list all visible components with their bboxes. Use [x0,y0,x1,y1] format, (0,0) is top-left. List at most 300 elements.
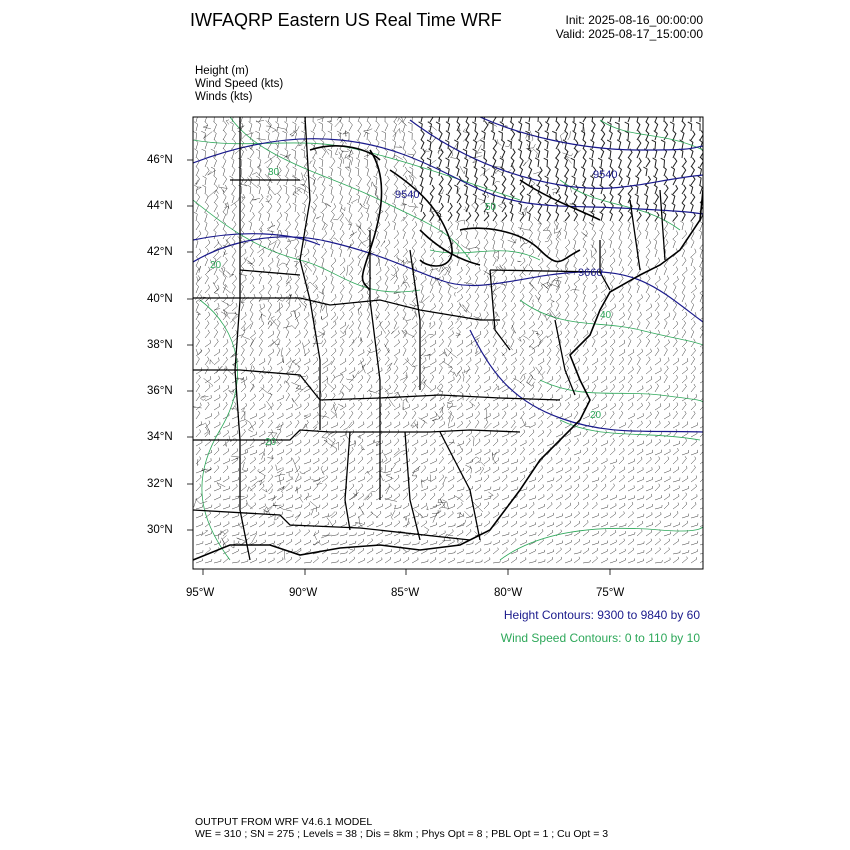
wind-barb [394,521,400,527]
wind-barb [214,203,217,212]
wind-barb [196,338,200,347]
wind-barb [610,221,614,230]
wind-barb [627,167,630,176]
wind-barb [592,122,595,132]
wind-barb [448,511,453,518]
county-line [347,265,348,276]
wind-barb [267,185,270,194]
wind-barb [340,221,343,230]
wind-barb [403,149,406,158]
wind-barb [446,122,450,131]
wind-barb [331,520,336,527]
wind-barb [358,402,362,410]
wind-barb [214,275,218,284]
wind-barb [574,450,581,455]
wind-barb [655,303,659,312]
wind-barb [214,140,217,150]
wind-barb [394,312,399,320]
county-line [327,518,334,528]
wind-barb [412,203,416,212]
wind-barb [358,122,362,132]
county-line [270,127,277,133]
wind-barb [286,421,291,428]
wind-barb [691,339,695,347]
wind-barb [556,421,562,428]
wind-barb [286,495,292,500]
county-line [429,323,430,328]
wind-barb [655,477,662,482]
county-line [221,268,223,272]
wind-barb [247,158,251,167]
wind-barb [529,502,534,509]
wind-barb [690,221,693,230]
wind-barb [295,494,301,500]
wind-barb [484,176,488,185]
wind-barb [295,404,301,410]
county-line [480,467,484,475]
wind-barb [205,357,209,365]
wind-barb [259,257,263,266]
county-line [568,131,571,140]
wind-barb [241,559,248,563]
county-line [353,371,359,378]
wind-barb [664,375,668,383]
county-line [317,177,322,180]
wind-barb [544,158,548,167]
wind-barb [322,439,327,446]
wind-barb [194,212,197,221]
county-line [258,469,266,476]
wind-barb [682,275,685,284]
wind-barb [196,221,200,230]
wind-barb [619,357,624,365]
wind-barb [340,293,343,302]
county-line [231,197,239,205]
wind-barb [484,340,490,347]
wind-barb [502,284,506,293]
wind-barb [412,321,417,329]
lat-tick-label: 38°N [147,339,173,351]
county-line [426,506,428,510]
wind-barb [250,484,255,491]
wind-barb [511,557,517,563]
wind-barb [457,302,461,311]
wind-barb [547,376,553,383]
wind-barb [538,239,541,248]
wind-barb [430,493,435,500]
wind-barb [700,447,705,455]
wind-barb [340,267,345,275]
wind-barb [655,457,660,465]
wind-barb [664,440,670,447]
county-line [533,149,538,159]
wind-barb [664,539,670,545]
wind-barb [340,467,346,473]
wind-barb [619,294,624,302]
wind-barb [475,420,479,428]
wind-barb [321,212,324,221]
wind-barb [637,457,642,464]
wind-barb [286,320,289,329]
wind-barb [556,185,560,194]
wind-barb [565,439,570,446]
wind-barb [466,475,471,482]
wind-barb [609,185,612,194]
wind-barb [286,285,291,293]
wind-barb [322,176,325,185]
wind-barb [412,493,417,500]
wind-barb [340,457,346,464]
wind-barb [313,466,319,473]
wind-barb [637,203,640,212]
wind-barb [502,459,509,464]
wind-barb [628,548,634,554]
wind-barb [295,366,300,374]
wind-barb [655,294,660,302]
wind-barb [376,467,382,473]
wind-barb [502,404,508,411]
wind-barb [304,402,309,410]
wind-barb [340,375,344,383]
wind-barb [628,367,633,374]
wind-barb [331,423,337,429]
wind-barb [256,149,260,158]
wind-barb [376,540,382,545]
wind-barb [292,122,296,131]
wind-barb [394,412,399,419]
wind-barb [394,375,398,383]
wind-barb [358,131,361,141]
wind-barb [637,230,641,239]
wind-barb [645,230,648,239]
wind-barb [502,212,507,221]
wind-barb [408,131,412,140]
wind-barb [583,239,586,248]
wind-barb [367,320,370,329]
wind-barb [610,330,615,338]
wind-barb [349,348,353,356]
wind-barb [286,384,290,392]
wind-barb [610,476,616,483]
wind-barb [376,522,383,527]
wind-barb [598,158,602,167]
wind-barb [392,140,396,149]
wind-barb [502,495,509,500]
wind-barb [250,531,257,536]
wind-barb [421,521,427,527]
wind-barb [196,505,203,509]
wind-barb [646,402,650,410]
wind-barb [511,185,515,194]
wind-barb [430,194,433,203]
wind-barb [610,230,614,239]
wind-barb [466,384,470,392]
wind-barb [556,548,561,554]
wind-barb [673,539,679,545]
wind-barb [628,467,634,473]
wind-barb [403,493,408,500]
wind-barb [475,203,478,212]
wind-barb [241,340,247,348]
county-line [403,402,404,410]
wind-barb [610,258,615,266]
county-line [243,337,250,340]
wind-barb [538,559,545,563]
wind-barb [412,504,419,509]
wind-barb [556,458,562,464]
wind-barb [457,549,463,554]
wind-barb [421,348,426,356]
wind-barb [565,494,571,501]
wind-barb [610,348,614,357]
wind-barb [646,158,650,167]
wind-barb [673,522,680,527]
wind-barb [304,449,310,456]
wind-barb [581,167,585,176]
wind-barb [448,551,455,554]
wind-barb [213,230,216,239]
wind-barb [268,140,272,149]
wind-barb [673,441,680,446]
wind-barb [484,302,487,311]
wind-barb [292,185,296,194]
wind-barb [511,131,515,141]
wind-barb [259,375,263,383]
wind-barb [259,275,262,284]
wind-barb [412,311,416,320]
wind-barb [583,467,589,473]
wind-barb [313,404,319,410]
wind-barb [691,476,697,483]
wind-barb [583,459,590,464]
wind-barb [385,430,390,437]
wind-barb [446,158,450,167]
wind-barb [223,149,226,158]
wind-barb [646,412,651,419]
wind-barb [375,212,378,221]
county-line [279,472,282,484]
wind-barb [500,158,504,167]
wind-barb [538,376,543,383]
wind-barb [619,402,623,410]
wind-barb [430,523,437,528]
wind-barb [637,485,643,491]
wind-barb [346,113,350,122]
wind-barb [673,267,678,275]
wind-barb [286,476,292,482]
wind-barb [204,212,207,221]
wind-barb [259,203,263,212]
wind-barb [340,384,344,392]
wind-barb [673,486,679,491]
wind-barb [547,441,554,446]
wind-barb [439,466,445,473]
wind-barb [429,176,432,185]
wind-barb [564,122,567,132]
wind-barb [637,449,643,455]
wind-barb [277,194,281,203]
wind-barb [349,194,352,203]
wind-barb [574,550,581,554]
wind-barb [295,330,300,338]
county-line [478,462,485,466]
wind-barb [367,558,373,564]
wind-barb [654,185,657,194]
wind-barb [241,194,245,203]
lon-tick-label: 75°W [596,587,625,599]
wind-barb [583,230,588,239]
wind-barb [223,521,229,527]
wind-barb [502,548,507,555]
wind-contour-label: 30 [268,167,280,178]
county-line [499,264,502,269]
wind-barb [466,357,471,365]
wind-barb [663,167,666,176]
wind-barb [232,560,239,563]
county-line [224,368,233,376]
wind-barb [493,248,496,257]
wind-barb [232,532,239,536]
wind-barb [466,266,470,275]
wind-barb [583,258,588,266]
wind-barb [241,503,247,509]
county-line [297,187,302,193]
wind-barb [646,512,652,518]
wind-barb [544,149,548,158]
wind-barb [700,257,703,266]
county-line [408,171,417,179]
wind-barb [376,339,380,348]
wind-barb [295,348,300,356]
wind-barb [664,548,669,554]
wind-barb [484,557,490,563]
wind-barb [682,257,686,266]
wind-barb [403,347,406,356]
wind-barb [223,140,226,149]
wind-barb [484,276,489,284]
wind-barb [421,403,427,410]
wind-barb [664,284,667,293]
wind-barb [268,412,274,419]
county-line [369,391,377,394]
wind-barb [322,313,328,320]
wind-barb [430,230,433,239]
wind-barb [259,559,266,564]
wind-barb [385,275,388,284]
wind-barb [691,523,698,527]
wind-barb [565,559,572,564]
county-line [371,512,379,518]
wind-barb [547,467,553,473]
wind-barb [565,540,571,545]
county-line [425,149,429,151]
wind-barb [286,468,293,473]
wind-barb [628,384,632,392]
wind-barb [511,504,518,509]
wind-barb [349,502,354,509]
wind-barb [529,532,536,536]
wind-barb [574,284,577,293]
wind-barb [628,485,634,491]
wind-barb [583,284,586,293]
wind-barb [601,149,604,158]
county-line [534,331,538,336]
county-line [242,377,245,385]
wind-barb [565,413,571,419]
wind-barb [340,230,344,239]
wind-barb [511,420,515,428]
wind-barb [520,513,526,519]
wind-barb [646,257,649,266]
wind-barb [430,541,437,545]
wind-barb [691,402,696,410]
wind-barb [607,140,611,149]
wind-barb [439,131,442,141]
wind-barb [268,403,273,410]
wind-barb [583,321,587,330]
wind-barb [367,440,373,446]
wind-barb [340,559,347,564]
wind-barb [331,448,337,455]
wind-barb [358,522,364,527]
wind-barb [205,312,210,320]
wind-barb [619,467,625,473]
wind-barb [331,140,334,150]
county-line [289,472,293,479]
wind-barb [214,303,219,311]
wind-barb [484,511,489,518]
wind-barb [526,140,530,149]
wind-barb [673,276,678,284]
wind-barb [673,511,678,518]
wind-barb [358,411,362,419]
wind-barb [592,302,596,311]
wind-barb [520,422,526,428]
wind-barb [538,194,541,203]
wind-barb [691,276,696,285]
wind-barb [466,420,471,428]
wind-barb [682,203,685,212]
county-line [267,230,274,232]
wind-barb [528,158,531,167]
wind-barb [196,330,200,339]
wind-barb [340,522,347,527]
wind-barb [625,122,629,131]
county-line [432,511,441,514]
wind-barb [511,521,517,527]
wind-barb [502,258,507,267]
wind-barb [196,349,202,356]
wind-barb [691,239,694,248]
wind-barb [682,486,689,491]
county-line [265,155,277,163]
wind-barb [259,532,266,536]
wind-barb [223,385,229,392]
county-line [438,115,442,120]
wind-barb [673,176,676,185]
wind-barb [268,513,274,518]
wind-barb [547,513,553,518]
wind-barb [691,549,698,554]
wind-barb [340,239,343,248]
wind-barb [564,158,567,167]
wind-barb [268,429,273,437]
wind-barb [214,376,220,383]
wind-barb [637,312,642,320]
wind-barb [196,393,200,401]
wind-barb [364,158,368,167]
wind-barb [466,302,469,311]
